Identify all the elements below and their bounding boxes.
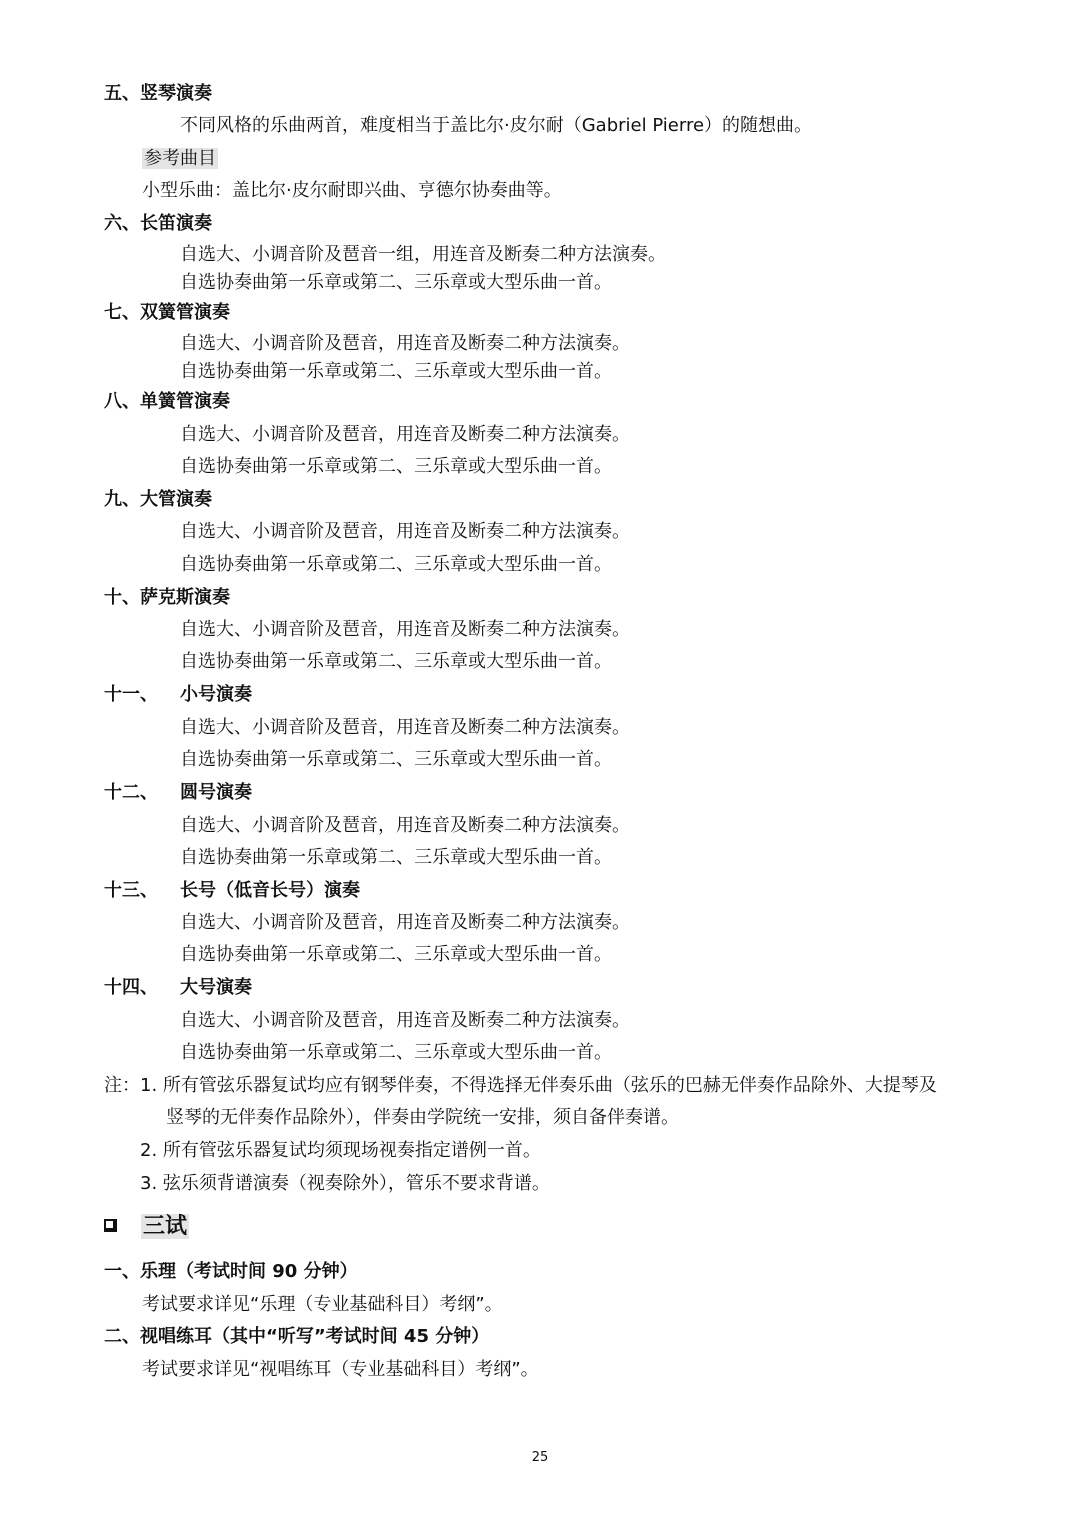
body-line: 自选大、小调音阶及琶音，用连音及断奏二种方法演奏。 [180, 424, 630, 445]
body-line: 自选大、小调音阶及琶音，用连音及断奏二种方法演奏。 [180, 333, 630, 354]
body-line: 自选协奏曲第一乐章或第二、三乐章或大型乐曲一首。 [180, 361, 612, 382]
body-line: 小型乐曲：盖比尔·皮尔耐即兴曲、亨德尔协奏曲等。 [142, 180, 562, 201]
page-number: 25 [531, 1450, 549, 1465]
section-heading: 十一、 小号演奏 [104, 684, 252, 705]
body-line: 不同风格的乐曲两首，难度相当于盖比尔·皮尔耐（Gabriel Pierre）的随想曲。 [180, 115, 813, 136]
body-line: 自选协奏曲第一乐章或第二、三乐章或大型乐曲一首。 [180, 944, 612, 965]
body-line: 自选协奏曲第一乐章或第二、三乐章或大型乐曲一首。 [180, 847, 612, 868]
section-heading: 八、单簧管演奏 [104, 391, 230, 412]
section-title-sanshi: 三试 [104, 1213, 189, 1241]
section-heading: 六、长笛演奏 [104, 213, 212, 234]
body-line: 自选大、小调音阶及琶音，用连音及断奏二种方法演奏。 [180, 521, 630, 542]
section-heading: 十二、 圆号演奏 [104, 782, 252, 803]
section-heading: 十四、 大号演奏 [104, 977, 252, 998]
body-line: 考试要求详见“视唱练耳（专业基础科目）考纲”。 [142, 1359, 539, 1380]
body-line: 自选大、小调音阶及琶音，用连音及断奏二种方法演奏。 [180, 717, 630, 738]
section-heading: 十、萨克斯演奏 [104, 587, 230, 608]
note-item-continued: 竖琴的无伴奏作品除外），伴奏由学院统一安排，须自备伴奏谱。 [166, 1107, 679, 1128]
section-heading: 一、乐理（考试时间 90 分钟） [104, 1261, 358, 1282]
section-heading: 九、大管演奏 [104, 489, 212, 510]
checkbox-square-icon [104, 1219, 117, 1232]
body-line: 自选大、小调音阶及琶音，用连音及断奏二种方法演奏。 [180, 815, 630, 836]
note-mark: 注： [104, 1075, 140, 1096]
body-line: 自选协奏曲第一乐章或第二、三乐章或大型乐曲一首。 [180, 554, 612, 575]
body-line: 自选大、小调音阶及琶音，用连音及断奏二种方法演奏。 [180, 619, 630, 640]
body-line: 自选协奏曲第一乐章或第二、三乐章或大型乐曲一首。 [180, 1042, 612, 1063]
body-line: 自选协奏曲第一乐章或第二、三乐章或大型乐曲一首。 [180, 272, 612, 293]
body-line: 考试要求详见“乐理（专业基础科目）考纲”。 [142, 1294, 503, 1315]
section-heading: 二、视唱练耳（其中“听写”考试时间 45 分钟） [104, 1326, 490, 1347]
body-line: 自选大、小调音阶及琶音，用连音及断奏二种方法演奏。 [180, 912, 630, 933]
reference-label: 参考曲目 [144, 148, 216, 169]
body-line: 自选大、小调音阶及琶音一组，用连音及断奏二种方法演奏。 [180, 244, 666, 265]
note-item: 2. 所有管弦乐器复试均须现场视奏指定谱例一首。 [140, 1140, 541, 1161]
note-item: 1. 所有管弦乐器复试均应有钢琴伴奏，不得选择无伴奏乐曲（弦乐的巴赫无伴奏作品除外、大提琴及 [140, 1075, 937, 1096]
body-line: 自选协奏曲第一乐章或第二、三乐章或大型乐曲一首。 [180, 456, 612, 477]
body-line: 自选协奏曲第一乐章或第二、三乐章或大型乐曲一首。 [180, 749, 612, 770]
section-heading: 十三、 长号（低音长号）演奏 [104, 880, 360, 901]
section-heading: 五、竖琴演奏 [104, 83, 212, 104]
body-line: 自选协奏曲第一乐章或第二、三乐章或大型乐曲一首。 [180, 651, 612, 672]
section-heading: 七、双簧管演奏 [104, 302, 230, 323]
body-line: 自选大、小调音阶及琶音，用连音及断奏二种方法演奏。 [180, 1010, 630, 1031]
note-item: 3. 弦乐须背谱演奏（视奏除外），管乐不要求背谱。 [140, 1173, 550, 1194]
